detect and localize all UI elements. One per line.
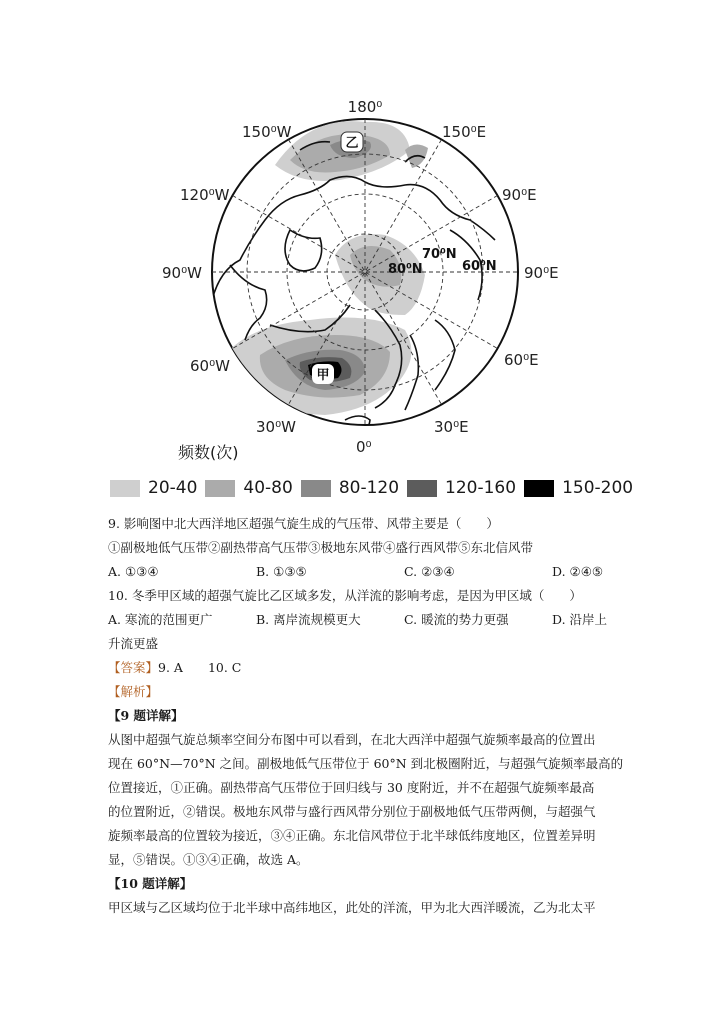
lon-label-90e: 90⁰E xyxy=(524,264,559,282)
lon-label-60e: 60⁰E xyxy=(504,351,539,369)
legend-label: 40-80 xyxy=(243,478,293,498)
q9-options xyxy=(108,560,618,584)
legend-label: 120-160 xyxy=(445,478,517,498)
q9-option-d: D. ②④⑤ xyxy=(552,564,604,579)
legend-label: 20-40 xyxy=(148,478,198,498)
region-yi-label xyxy=(341,132,363,152)
lon-label-90e-upper: 90⁰E xyxy=(502,186,537,204)
svg-text:甲: 甲 xyxy=(316,368,330,383)
legend-item xyxy=(407,478,516,498)
q10-option-b: B. 离岸流规模更大 xyxy=(256,612,361,627)
analysis-tag: 【解析】 xyxy=(108,684,159,699)
lon-label-150e: 150⁰E xyxy=(442,123,487,141)
legend-swatch xyxy=(301,480,331,497)
q9-option-a: A. ①③④ xyxy=(108,564,159,579)
svg-text:乙: 乙 xyxy=(345,136,359,151)
q9-stem: 9. 影响图中北大西洋地区超强气旋生成的气压带、风带主要是（ ） xyxy=(108,516,499,531)
lat-label-70n: 70⁰N xyxy=(422,247,457,262)
legend-swatch xyxy=(407,480,437,497)
answer-line xyxy=(108,656,618,680)
detail9-line: 旋频率最高的位置较为接近，③④正确。东北信风带位于北半球低纬度地区，位置差异明 xyxy=(108,828,596,843)
detail9-tag: 【9 题详解】 xyxy=(108,708,184,723)
detail10-line: 甲区域与乙区域均位于北半球中高纬地区，此处的洋流，甲为北大西洋暖流，乙为北太平 xyxy=(108,900,596,915)
q10-option-a: A. 寒流的范围更广 xyxy=(108,612,213,627)
lon-label-30w: 30⁰W xyxy=(256,418,296,436)
question-section xyxy=(108,512,624,920)
detail9-line: 显，⑤错误。①③④正确，故选 A。 xyxy=(108,852,309,867)
frequency-title: 频数(次) xyxy=(178,443,239,462)
lon-label-180: 180⁰ xyxy=(347,98,383,116)
detail10-tag: 【10 题详解】 xyxy=(108,876,193,891)
legend-item xyxy=(205,478,292,498)
detail9-line: 的位置附近，②错误。极地东风带与盛行西风带分别位于副极地低气压带两侧，与超强气 xyxy=(108,804,596,819)
answer-tag: 【答案】 xyxy=(108,660,159,675)
lon-label-0: 0⁰ xyxy=(356,438,372,456)
q10-option-d-continued: 升流更盛 xyxy=(108,636,159,651)
polar-map-figure xyxy=(150,90,580,460)
lon-label-60w: 60⁰W xyxy=(190,357,230,375)
detail9-line: 现在 60°N—70°N 之间。副极地低气压带位于 60°N 到北极圈附近，与超强气旋频率最高的 xyxy=(108,756,624,771)
legend-swatch xyxy=(205,480,235,497)
lat-label-60n: 60⁰N xyxy=(462,259,497,274)
detail9-line: 从图中超强气旋总频率空间分布图中可以看到，在北大西洋中超强气旋频率最高的位置出 xyxy=(108,732,596,747)
legend xyxy=(110,478,641,498)
q9-option-b: B. ①③⑤ xyxy=(256,564,307,579)
detail9-line: 位置接近，①正确。副热带高气压带位于回归线与 30 度附近，并不在超强气旋频率最高 xyxy=(108,780,595,795)
legend-item xyxy=(524,478,633,498)
legend-item xyxy=(301,478,399,498)
lon-label-90w: 90⁰W xyxy=(162,264,202,282)
lon-label-30e: 30⁰E xyxy=(434,418,469,436)
lat-label-80n: 80⁰N xyxy=(388,262,423,277)
lon-label-120w: 120⁰W xyxy=(180,186,230,204)
q10-options xyxy=(108,608,618,632)
q10-option-c: C. 暖流的势力更强 xyxy=(404,612,509,627)
legend-item xyxy=(110,478,197,498)
q10-stem: 10. 冬季甲区域的超强气旋比乙区域多发，从洋流的影响考虑，是因为甲区域（ ） xyxy=(108,588,582,603)
q9-items: ①副极地低气压带②副热带高气压带③极地东风带④盛行西风带⑤东北信风带 xyxy=(108,540,534,555)
legend-label: 150-200 xyxy=(562,478,634,498)
region-jia-label xyxy=(312,364,334,384)
legend-swatch xyxy=(110,480,140,497)
legend-swatch xyxy=(524,480,554,497)
q10-option-d: D. 沿岸上 xyxy=(552,612,608,627)
lon-label-150w: 150⁰W xyxy=(242,123,292,141)
legend-label: 80-120 xyxy=(338,478,400,498)
answer-text: 9. A 10. C xyxy=(158,660,242,675)
q9-option-c: C. ②③④ xyxy=(404,564,455,579)
polar-map xyxy=(150,90,580,460)
